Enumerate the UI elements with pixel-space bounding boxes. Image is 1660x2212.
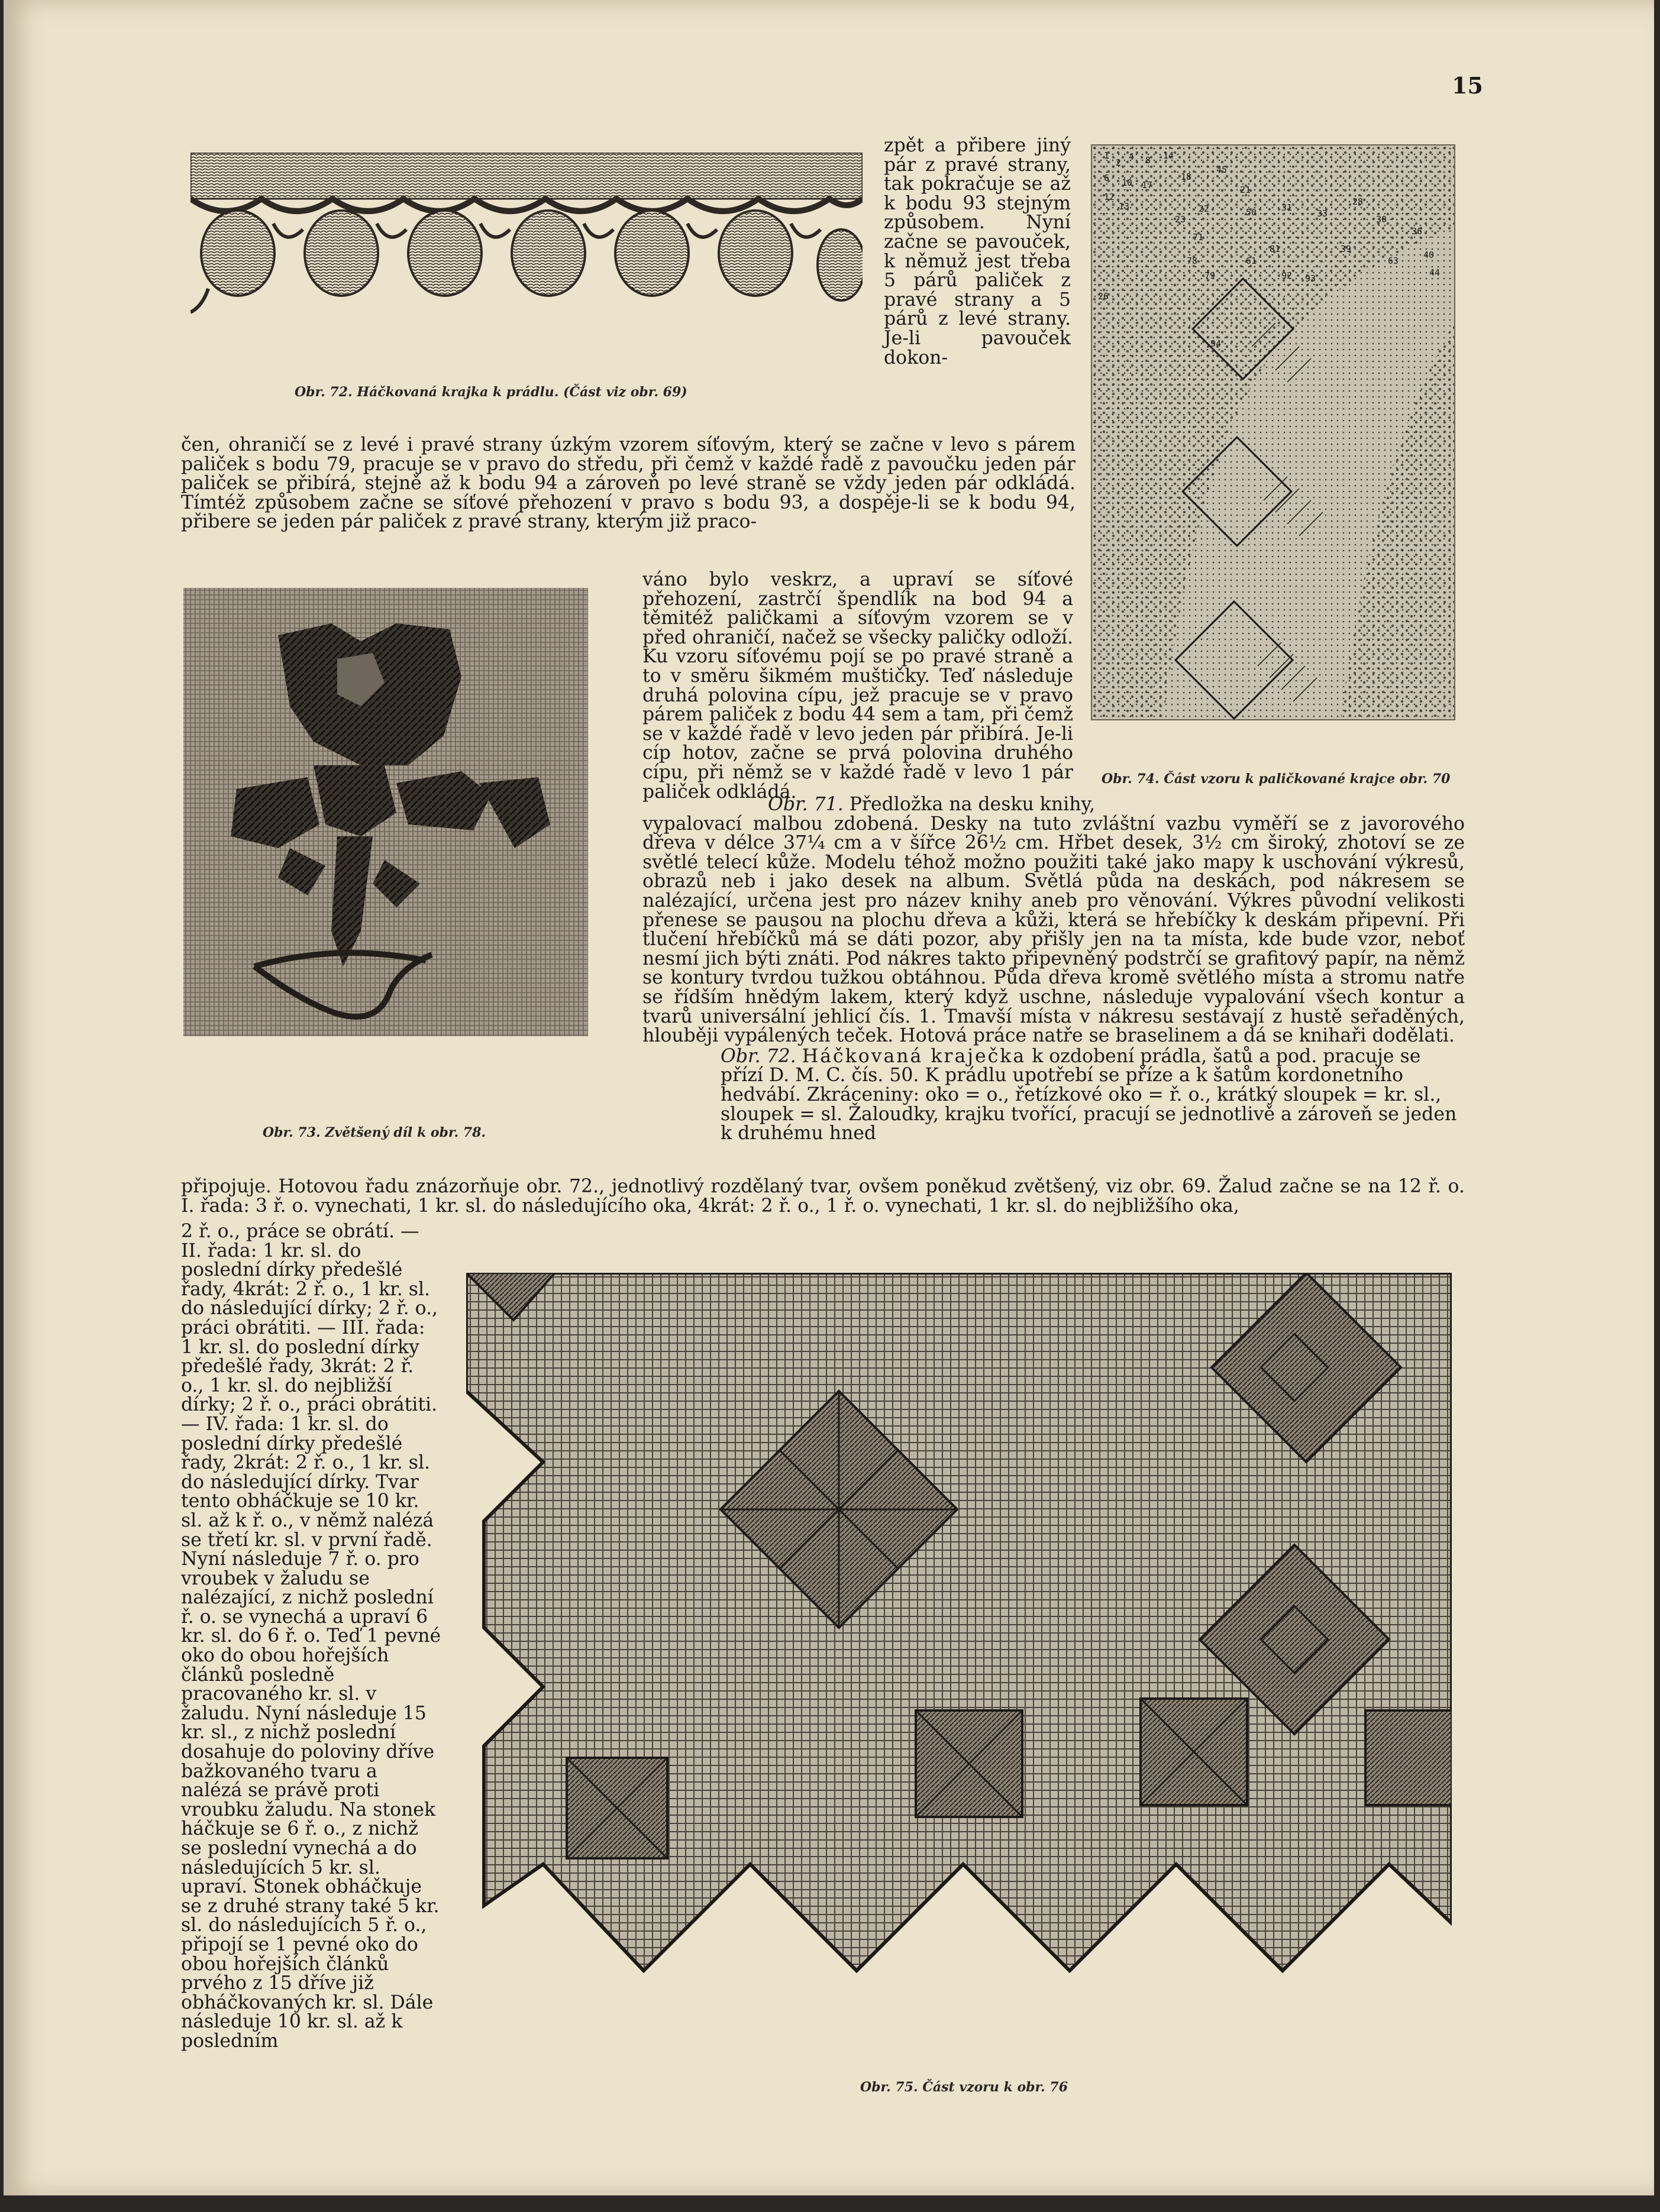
pattern-number-79: 79 bbox=[1204, 270, 1216, 281]
pattern-number-26: 26 bbox=[1098, 291, 1109, 302]
obr71-label: Obr. 71. bbox=[768, 794, 844, 815]
page-number: 15 bbox=[1452, 72, 1483, 99]
pattern-number-40: 40 bbox=[1423, 250, 1435, 260]
pattern-number-8: 8 bbox=[1145, 155, 1151, 166]
figure-72-crochet-edging bbox=[190, 153, 863, 323]
caption-figure-75: Obr. 75. Část vzoru k obr. 76 bbox=[860, 2080, 1068, 2095]
obr72-heading: Háčkovaná kraječka bbox=[802, 1045, 1026, 1067]
paragraph-lace-continued: čen, ohraničí se z levé i pravé strany úzkým vzorem síťovým, který se začne v levo s párem paliček s bodu 79, pracuje se v pravo do středu, při čemž v každé řadě z pavoučku jeden pár paliček se přibírá, stejně až k bodu 94 a zároveň po levé straně se vždy jeden pár odkládá. Tímtéž způsobem začne se síťové přehození v pravo s bodu 93, a dospěje-li se k bodu 94, přibere se jeden pár paliček z pravé strany, kterým již praco- bbox=[181, 434, 1076, 533]
pattern-number-10: 10 bbox=[1122, 177, 1133, 188]
pattern-number-18: 18 bbox=[1181, 172, 1192, 182]
pattern-number-50: 50 bbox=[1246, 207, 1257, 218]
pattern-number-28: 28 bbox=[1352, 196, 1364, 207]
caption-figure-73: Obr. 73. Zvětšený díl k obr. 78. bbox=[263, 1125, 486, 1140]
paragraph-lace-finish: váno bylo veskrz, a upraví se síťové přehození, zastrčí špendlík na bod 94 a těmitéž paličkami a síťovým vzorem se v před ohraničí, načež se všecky paličky odloží. Ku vzoru síťovému pojí se po pravé straně a to v směru šikmém muštičky. Teď následuje druhá polovina cípu, jež pracuje se v pravo párem paliček z bodu 44 sem a tam, při čemž se v každé řadě v levo jeden pár přibírá. Je-li cíp hotov, začne se prvá polovina druhého cípu, při němž se v každé řadě v levo 1 pár paliček odkládá. bbox=[642, 569, 1073, 803]
pattern-number-94: 94 bbox=[1210, 338, 1222, 349]
pattern-number-71: 71 bbox=[1193, 232, 1204, 242]
pattern-number-78: 78 bbox=[1187, 256, 1198, 266]
text-full-bottom bbox=[181, 1177, 1465, 1215]
pattern-number-14: 14 bbox=[1163, 150, 1174, 161]
pattern-number-13: 13 bbox=[1119, 201, 1130, 212]
text-column-top-right bbox=[884, 136, 1071, 367]
pattern-number-63: 63 bbox=[1388, 256, 1399, 266]
pattern-number-6: 6 bbox=[1104, 173, 1110, 183]
pattern-number-61: 61 bbox=[1246, 256, 1257, 266]
text-left-column bbox=[181, 1222, 441, 2051]
pattern-number-4: 4 bbox=[1129, 151, 1135, 162]
obr71-heading: Předložka na desku knihy, bbox=[849, 794, 1096, 815]
paragraph-book-cover: vypalovací malbou zdobená. Desky na tuto zvláštní vazbu vyměří se z javorového dřeva v délce 37¼ cm a v šířce 26½ cm. Hřbet desek, 3½ cm široký, zhotoví se ze světlé telecí kůže. Modelu téhož možno použiti také jako mapy k uschování výkresů, obrazů neb i jako desek na album. Světlá půda na deskách, pod nákresem se nalézající, určena jest pro název knihy aneb pro věnování. Výkres původní velikosti přenese se pausou na plochu dřeva a kůži, která se hřebíčky k deskám připevní. Při tlučení hřebíčků má se dáti pozor, aby přišly jen na ta místa, kde bude vzor, neboť nesmí jich býti znáti. Pod nákres takto připevněný podstrčí se grafitový papír, na němž se kontury tvrdou tužkou obtáhnou. Půda dřeva kromě světlého místa a stromu natře se řídším hnědým lakem, který když uschne, následuje vypalování všech kontur a tvarů universální jehlicí čís. 1. Tmavší místa v nákresu sestávají z hustě seřaděných, hlouběji vypálených teček. Hotová práce natře se braselinem a dá se knihaři dodělati. bbox=[642, 813, 1465, 1047]
figure-73-enlarged-detail bbox=[183, 588, 588, 1036]
paragraph-crochet-instructions: 2 ř. o., práce se obrátí. — II. řada: 1 kr. sl. do poslední dírky předešlé řady, 4krát: 2 ř. o., 1 kr. sl. do následující dírky; 2 ř. o., práci obrátiti. — III. řada: 1 kr. sl. do poslední dírky předešlé řady, 3krát: 2 ř. o., 1 kr. sl. do nejbližší dírky; 2 ř. o., práci obrátiti. — IV. řada: 1 kr. sl. do poslední dírky předešlé řady, 2krát: 2 ř. o., 1 kr. sl. do následující dírky. Tvar tento obháčkuje se 10 kr. sl. až k ř. o., v němž nalézá se třetí kr. sl. v první řadě. Nyní následuje 7 ř. o. pro vroubek v žaludu se nalézající, z nichž poslední ř. o. se vynechá a upraví 6 kr. sl. do 6 ř. o. Teď 1 pevné oko do obou hořejších článků posledně pracovaného kr. sl. v žaludu. Nyní následuje 15 kr. sl., z nichž poslední dosahuje do poloviny dříve bažkovaného tvaru a nalézá se právě proti vroubku žaludu. Na stonek háčkuje se 6 ř. o., z nichž se poslední vynechá a do následujících 5 kr. sl. upraví. Stonek obháčkuje se z druhé strany také 5 kr. sl. do následujících 5 ř. o., připojí se 1 pevné oko do obou hořejších článků prvého z 15 dříve již obháčkovaných kr. sl. Dále následuje 10 kr. sl. až k posledním bbox=[181, 1221, 441, 2052]
figure-75-embroidery-pattern bbox=[466, 1273, 1452, 2037]
pattern-number-93: 93 bbox=[1305, 273, 1316, 284]
paragraph-continuation: zpět a přibere jiný pár z pravé strany, tak pokračuje se až k bodu 93 stejným způsobem. Nyní začne se pavouček, k němuž jest třeba 5 párů paliček z pravé strany a 5 párů z levé strany. Je-li pavouček dokon- bbox=[884, 135, 1071, 368]
pattern-number-30: 30 bbox=[1376, 214, 1387, 225]
pattern-number-2: 2 bbox=[1116, 157, 1122, 168]
caption-figure-72: Obr. 72. Háčkovaná krajka k prádlu. (Část viz obr. 69) bbox=[295, 384, 687, 400]
pattern-number-31: 31 bbox=[1281, 202, 1293, 213]
pattern-number-92: 92 bbox=[1281, 270, 1293, 281]
pattern-number-33: 33 bbox=[1317, 208, 1328, 219]
pattern-number-45: 45 bbox=[1216, 164, 1228, 175]
document-page bbox=[4, 0, 1654, 2195]
obr72-intro: k ozdobení prádla, šatů a pod. pracuje se přízí D. M. C. čís. 50. K prádlu upotřebí se příze a k šatům kordonetního hedvábí. Zkráceniny: oko = o., řetízkové oko = ř. o., krátký sloupek = kr. sl., sloupek = sl. Žaloudky, krajku tvořící, pracují se jednotlivě a zároveň se jeden k druhému hned bbox=[721, 1045, 1457, 1144]
pattern-number-23: 23 bbox=[1175, 214, 1186, 225]
caption-figure-74: Obr. 74. Část vzoru k paličkované krajce obr. 70 bbox=[1102, 771, 1451, 787]
paragraph-crochet-rows: připojuje. Hotovou řadu znázorňuje obr. 72., jednotlivý rozdělaný tvar, ovšem poněkud zvětšený, viz obr. 69. Žalud začne se na 12 ř. o. I. řada: 3 ř. o. vynechati, 1 kr. sl. do následujícího oka, 4krát: 2 ř. o., 1 ř. o. vynechati, 1 kr. sl. do nejbližšího oka, bbox=[181, 1176, 1465, 1217]
pattern-number-12: 12 bbox=[1104, 192, 1115, 202]
pattern-number-1: 1 bbox=[1104, 150, 1110, 161]
text-middle-block bbox=[642, 570, 1073, 801]
text-obr71 bbox=[642, 795, 1465, 1143]
figure-74-lace-pattern bbox=[1091, 144, 1455, 720]
pattern-number-44: 44 bbox=[1429, 267, 1441, 278]
obr72-label: Obr. 72. bbox=[721, 1045, 796, 1067]
pattern-number-21: 21 bbox=[1240, 185, 1251, 195]
pattern-number-81: 81 bbox=[1270, 244, 1281, 254]
pattern-number-22: 22 bbox=[1199, 203, 1210, 214]
pattern-number-36: 36 bbox=[1412, 226, 1423, 237]
pattern-number-39: 39 bbox=[1341, 244, 1352, 254]
text-full-top bbox=[181, 435, 1076, 532]
pattern-number-17: 17 bbox=[1142, 180, 1153, 190]
